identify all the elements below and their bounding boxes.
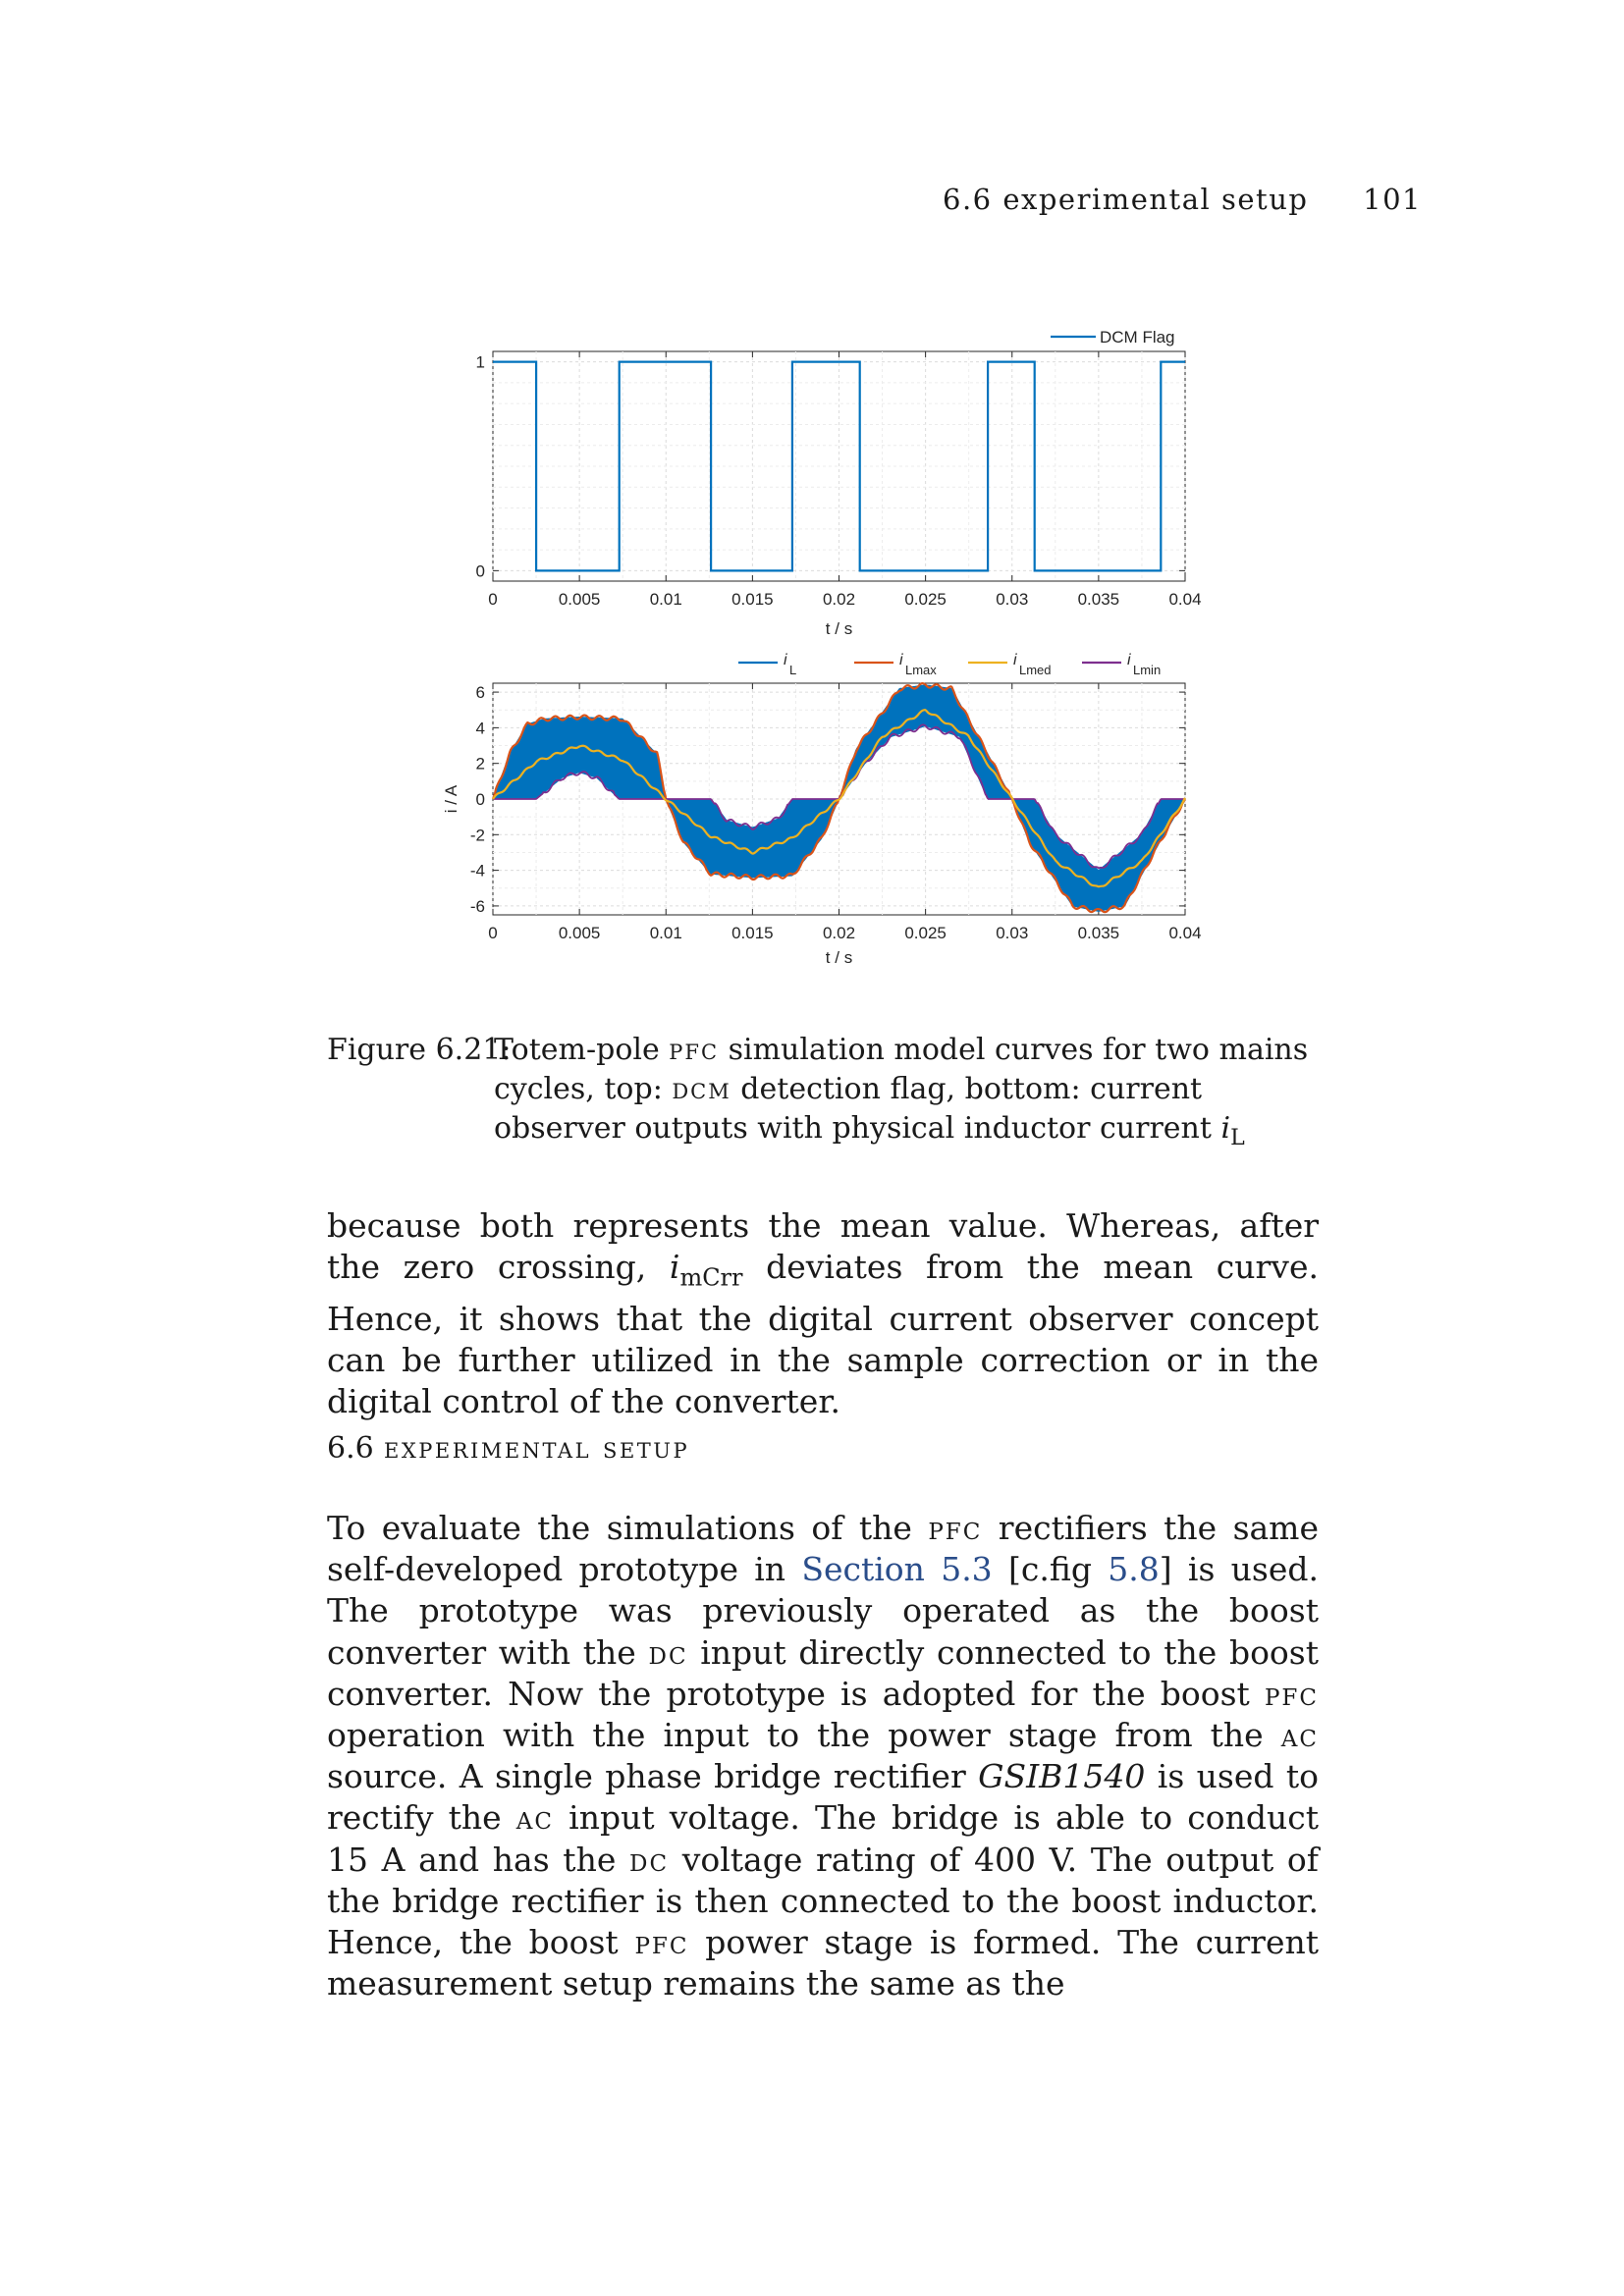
x-tick-label: 0.04: [1168, 590, 1202, 609]
x-tick-label: 0: [488, 590, 498, 609]
caption-label: Figure 6.21:: [327, 1033, 512, 1067]
bottom-xlabel: t / s: [825, 948, 853, 967]
x-tick-label: 0.02: [822, 590, 856, 609]
y-tick-label: 1: [475, 352, 485, 372]
top-xlabel: t / s: [825, 619, 853, 638]
x-tick-label: 0.005: [558, 590, 601, 609]
x-tick-label: 0.01: [649, 924, 682, 942]
x-tick-label: 0.015: [731, 924, 774, 942]
y-tick-label: -2: [469, 826, 485, 845]
y-tick-label: 0: [475, 561, 485, 581]
bottom-legend: [734, 650, 1188, 679]
x-tick-label: 0.03: [996, 590, 1029, 609]
y-tick-label: 2: [475, 754, 485, 774]
para-text: [c.fig: [992, 1550, 1109, 1589]
figure-svg: [422, 310, 1208, 978]
para-text: power stage is formed. The current measurement setup remains the same as the: [327, 1923, 1319, 2003]
legend-label-lmin: i: [1127, 652, 1131, 668]
top-legend: [1041, 323, 1188, 348]
abbr-dcm: dcm: [672, 1072, 731, 1106]
page-number: 101: [1363, 183, 1422, 216]
abbr-dc: dc: [648, 1632, 688, 1672]
y-tick-label: -6: [469, 896, 485, 916]
x-tick-label: 0.025: [904, 590, 947, 609]
y-tick-label: -4: [469, 861, 485, 881]
para-text: ] is used. The prototype was previously operated as the boost converter with the: [327, 1550, 1319, 1672]
caption-text: [494, 1031, 1328, 1158]
x-tick-label: 0.03: [996, 924, 1029, 942]
legend-label-lmed: i: [1013, 652, 1017, 668]
legend-sub-lmin: Lmin: [1133, 663, 1162, 677]
dcm-flag-plot: [476, 323, 1202, 638]
header-section: 6.6 experimental setup: [943, 183, 1309, 216]
symbol-i: i: [1220, 1111, 1231, 1146]
paragraph-setup: [327, 1508, 1319, 2004]
legend-sub-lmed: Lmed: [1019, 663, 1052, 677]
x-tick-label: 0: [488, 924, 498, 942]
section-heading: [327, 1431, 689, 1466]
abbr-pfc: pfc: [928, 1509, 983, 1547]
para-text: operation with the input to the power stage from the: [327, 1716, 1281, 1755]
figure-reference-link[interactable]: 5.8: [1108, 1550, 1160, 1589]
x-tick-label: 0.02: [822, 924, 856, 942]
para-text: input voltage. The bridge is able to conduct 15 A and has the: [327, 1798, 1319, 1879]
para-text: To evaluate the simulations of the: [327, 1509, 929, 1547]
para-text: is used to rectify the: [327, 1757, 1320, 1838]
abbr-pfc: pfc: [1264, 1674, 1319, 1713]
para-text: rectifiers the same self-developed prototype in: [327, 1509, 1319, 1589]
symbol-sub: L: [1230, 1126, 1245, 1150]
x-tick-label: 0.035: [1077, 590, 1120, 609]
caption-part: detection flag, bottom: current observer outputs with physical inductor current: [494, 1072, 1221, 1146]
section-title: experimental setup: [384, 1431, 690, 1466]
abbr-pfc: pfc: [634, 1923, 689, 1962]
para-text: input directly connected to the boost converter. Now the prototype is adopted for the boost: [327, 1632, 1319, 1713]
x-tick-label: 0.04: [1168, 924, 1202, 942]
legend-sub-lmax: Lmax: [905, 663, 937, 677]
bottom-ylabel: i / A: [442, 784, 460, 814]
x-tick-label: 0.01: [649, 590, 682, 609]
legend-label-lmax: i: [899, 652, 903, 668]
section-number: 6.6: [327, 1431, 374, 1466]
para-text: source. A single phase bridge rectifier: [327, 1757, 979, 1796]
y-tick-label: 6: [475, 683, 485, 703]
abbr-dc: dc: [629, 1840, 670, 1879]
running-header: [943, 183, 1422, 222]
figure-6-21: [422, 310, 1208, 978]
legend-background: [734, 650, 1188, 679]
caption-part: Totem-pole: [494, 1033, 670, 1067]
abbr-ac: ac: [1280, 1716, 1319, 1755]
legend-sub-l: L: [789, 663, 797, 677]
para-text: deviates from the mean curve. Hence, it shows that the digital current observer concept can be further utilized in the sample correction or in the digital control of the converter.: [327, 1248, 1319, 1420]
part-number: GSIB1540: [978, 1757, 1146, 1796]
current-observer-plot: [442, 650, 1202, 967]
abbr-ac: ac: [515, 1798, 555, 1838]
x-tick-label: 0.005: [558, 924, 601, 942]
symbol-i: i: [669, 1248, 680, 1286]
x-tick-label: 0.025: [904, 924, 947, 942]
legend-dcm-flag-label: DCM Flag: [1100, 328, 1175, 347]
x-tick-label: 0.015: [731, 590, 774, 609]
y-tick-label: 4: [475, 719, 485, 738]
symbol-sub: mCrr: [679, 1263, 743, 1292]
x-tick-label: 0.035: [1077, 924, 1120, 942]
y-tick-label: 0: [475, 790, 485, 809]
paragraph-observer: [327, 1205, 1319, 1422]
abbr-pfc: pfc: [669, 1033, 720, 1067]
para-text: voltage rating of 400 V. The output of the bridge rectifier is then connected to the boost inductor. Hence, the boost: [327, 1840, 1320, 1962]
legend-label-l: i: [784, 652, 787, 668]
caption-part: simulation model curves for two mains cycles, top:: [494, 1033, 1309, 1106]
section-reference-link[interactable]: Section 5.3: [801, 1550, 993, 1589]
para-text: because both represents the mean value. Whereas, after the zero crossing,: [327, 1206, 1319, 1286]
